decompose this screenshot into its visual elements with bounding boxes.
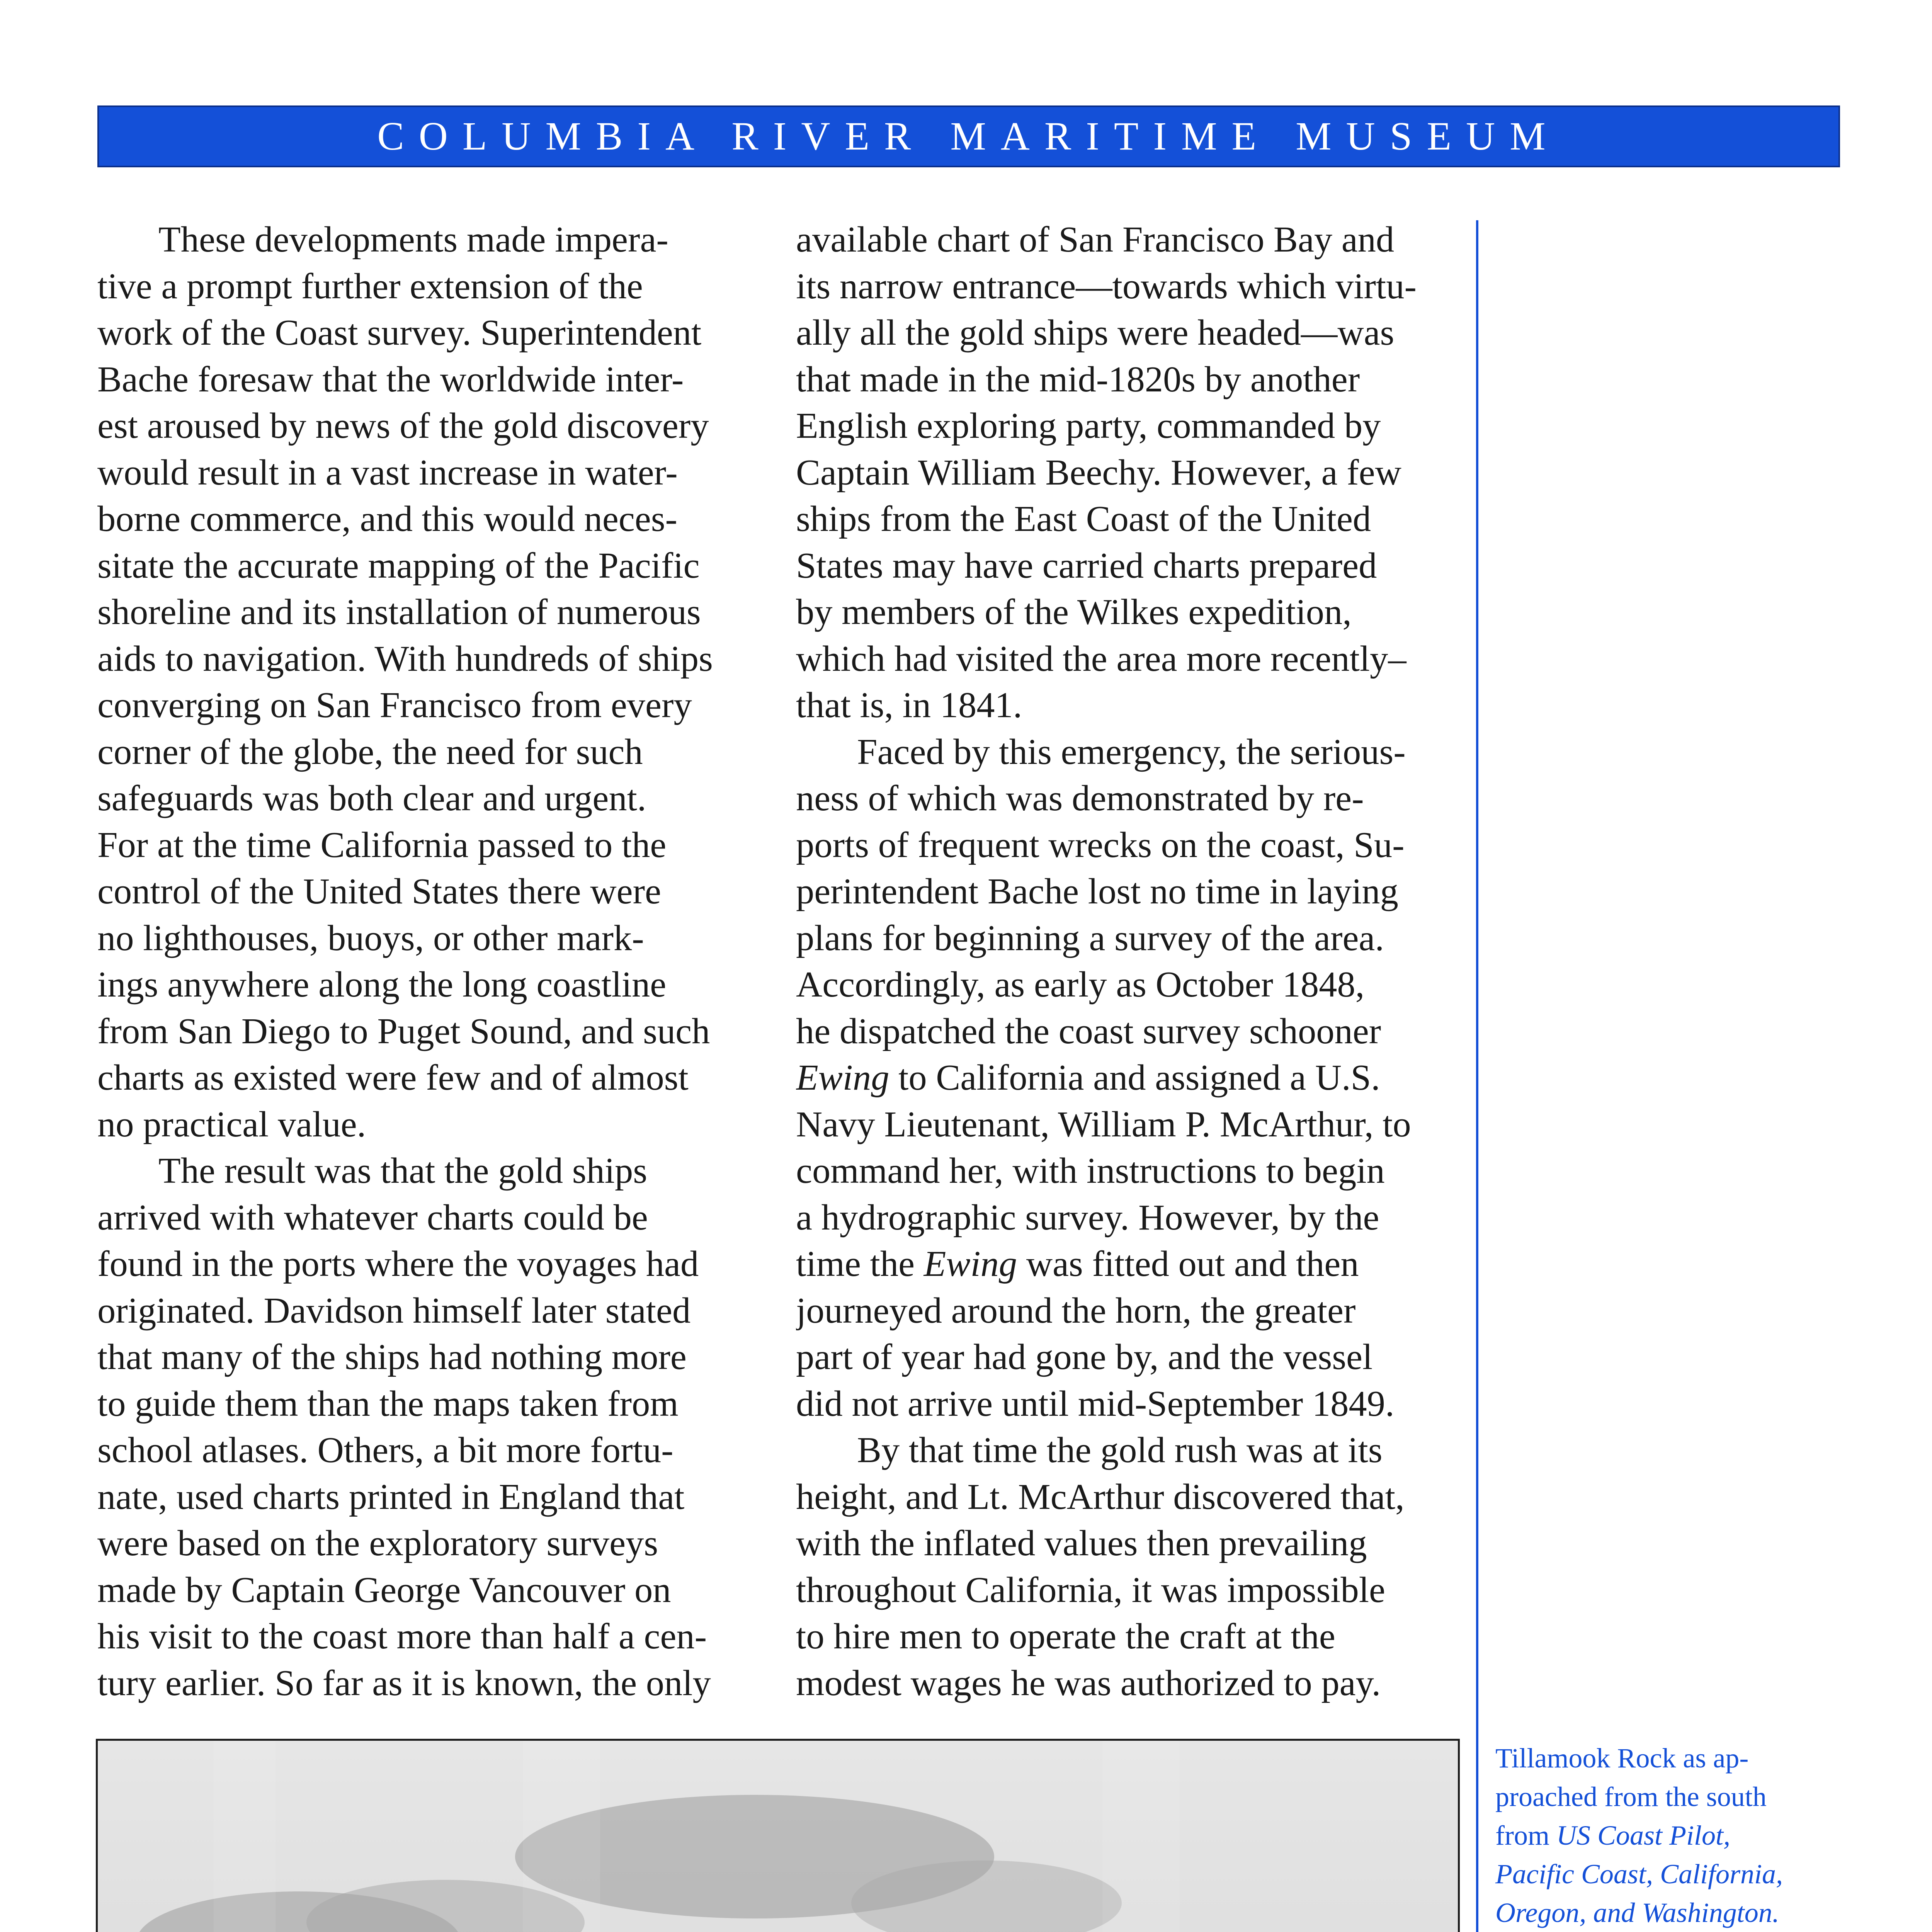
text-fragment: time the: [796, 1244, 915, 1284]
text-line: Accordingly, as early as October 1848,: [796, 964, 1365, 1005]
caption-line: Oregon, and Washington.: [1495, 1897, 1779, 1928]
text-line: For at the time California passed to the: [97, 825, 667, 865]
caption-line: [1495, 1816, 1835, 1855]
figure-caption: [1495, 1739, 1835, 1932]
text-line: were based on the exploratory surveys: [97, 1523, 658, 1563]
text-line: which had visited the area more recently–: [796, 638, 1406, 679]
text-line: its narrow entrance—towards which virtu-: [796, 266, 1417, 306]
tillamook-photo: [96, 1739, 1460, 1932]
text-line: borne commerce, and this would neces-: [97, 499, 677, 539]
text-line: Faced by this emergency, the serious-: [857, 731, 1406, 772]
text-line: The result was that the gold ships: [158, 1151, 648, 1191]
text-line: part of year had gone by, and the vessel: [796, 1337, 1373, 1377]
caption-line: Pacific Coast, California,: [1495, 1859, 1783, 1889]
text-line: Navy Lieutenant, William P. McArthur, to: [796, 1104, 1411, 1145]
text-line: States may have carried charts prepared: [796, 545, 1377, 586]
text-line: aids to navigation. With hundreds of ships: [97, 638, 713, 679]
text-line: height, and Lt. McArthur discovered that,: [796, 1476, 1405, 1517]
text-line: safeguards was both clear and urgent.: [97, 778, 646, 818]
text-line: his visit to the coast more than half a cen-: [97, 1616, 707, 1656]
text-line: command her, with instructions to begin: [796, 1151, 1385, 1191]
ship-name: Ewing: [796, 1058, 889, 1098]
text-line: tury earlier. So far as it is known, the only: [97, 1663, 711, 1703]
text-line: [796, 1241, 1453, 1287]
text-line: [796, 1054, 1453, 1101]
text-line: did not arrive until mid-September 1849.: [796, 1383, 1395, 1424]
text-line: available chart of San Francisco Bay and: [796, 219, 1395, 260]
text-line: that made in the mid-1820s by another: [796, 359, 1360, 400]
header-band: [97, 105, 1840, 167]
text-line: ally all the gold ships were headed—was: [796, 313, 1395, 353]
middle-text-column: [796, 216, 1453, 1708]
column-divider: [1476, 220, 1478, 1932]
text-line: ness of which was demonstrated by re-: [796, 778, 1364, 818]
text-line: school atlases. Others, a bit more fortu-: [97, 1430, 673, 1470]
text-line: made by Captain George Vancouver on: [97, 1570, 671, 1610]
text-line: to guide them than the maps taken from: [97, 1383, 679, 1424]
text-line: tive a prompt further extension of the: [97, 266, 643, 306]
text-line: shoreline and its installation of numerous: [97, 592, 701, 632]
text-line: Bache foresaw that the worldwide inter-: [97, 359, 684, 400]
caption-line: proached from the south: [1495, 1781, 1767, 1812]
text-line: modest wages he was authorized to pay.: [796, 1663, 1381, 1703]
tillamook-illustration: [98, 1741, 1458, 1932]
text-line: would result in a vast increase in water-: [97, 452, 678, 493]
text-line: By that time the gold rush was at its: [857, 1430, 1383, 1470]
text-line: charts as existed were few and of almost: [97, 1058, 689, 1098]
caption-text: from: [1495, 1820, 1556, 1851]
caption-source-title: US Coast Pilot,: [1556, 1820, 1731, 1851]
text-line: throughout California, it was impossible: [796, 1570, 1385, 1610]
text-fragment: to California and assigned a U.S.: [898, 1058, 1380, 1098]
text-line: est aroused by news of the gold discovery: [97, 406, 709, 446]
text-line: ings anywhere along the long coastline: [97, 964, 667, 1005]
text-line: corner of the globe, the need for such: [97, 731, 643, 772]
text-line: a hydrographic survey. However, by the: [796, 1197, 1379, 1238]
left-text-column: [97, 216, 762, 1708]
text-line: perintendent Bache lost no time in laying: [796, 871, 1398, 912]
text-line: no lighthouses, buoys, or other mark-: [97, 918, 644, 958]
text-line: by members of the Wilkes expedition,: [796, 592, 1352, 632]
caption-line: Tillamook Rock as ap-: [1495, 1743, 1749, 1774]
text-line: sitate the accurate mapping of the Pacific: [97, 545, 700, 586]
text-line: that is, in 1841.: [796, 685, 1022, 725]
ship-name: Ewing: [923, 1244, 1017, 1284]
text-line: control of the United States there were: [97, 871, 661, 912]
text-line: no practical value.: [97, 1104, 366, 1145]
text-line: originated. Davidson himself later stated: [97, 1290, 691, 1331]
text-line: found in the ports where the voyages had: [97, 1244, 699, 1284]
text-line: to hire men to operate the craft at the: [796, 1616, 1335, 1656]
text-line: nate, used charts printed in England that: [97, 1476, 685, 1517]
text-fragment: was fitted out and then: [1026, 1244, 1359, 1284]
text-line: work of the Coast survey. Superintendent: [97, 313, 702, 353]
text-line: Captain William Beechy. However, a few: [796, 452, 1401, 493]
text-line: he dispatched the coast survey schooner: [796, 1011, 1381, 1051]
text-line: ports of frequent wrecks on the coast, Su-: [796, 825, 1405, 865]
text-line: ships from the East Coast of the United: [796, 499, 1371, 539]
text-line: that many of the ships had nothing more: [97, 1337, 687, 1377]
text-line: arrived with whatever charts could be: [97, 1197, 648, 1238]
text-line: converging on San Francisco from every: [97, 685, 692, 725]
text-line: English exploring party, commanded by: [796, 406, 1381, 446]
text-line: plans for beginning a survey of the area.: [796, 918, 1384, 958]
text-line: journeyed around the horn, the greater: [796, 1290, 1356, 1331]
text-line: These developments made impera-: [158, 219, 668, 260]
text-line: from San Diego to Puget Sound, and such: [97, 1011, 710, 1051]
page-header-title: COLUMBIA RIVER MARITIME MUSEUM: [377, 114, 1560, 158]
text-line: with the inflated values then prevailing: [796, 1523, 1367, 1563]
